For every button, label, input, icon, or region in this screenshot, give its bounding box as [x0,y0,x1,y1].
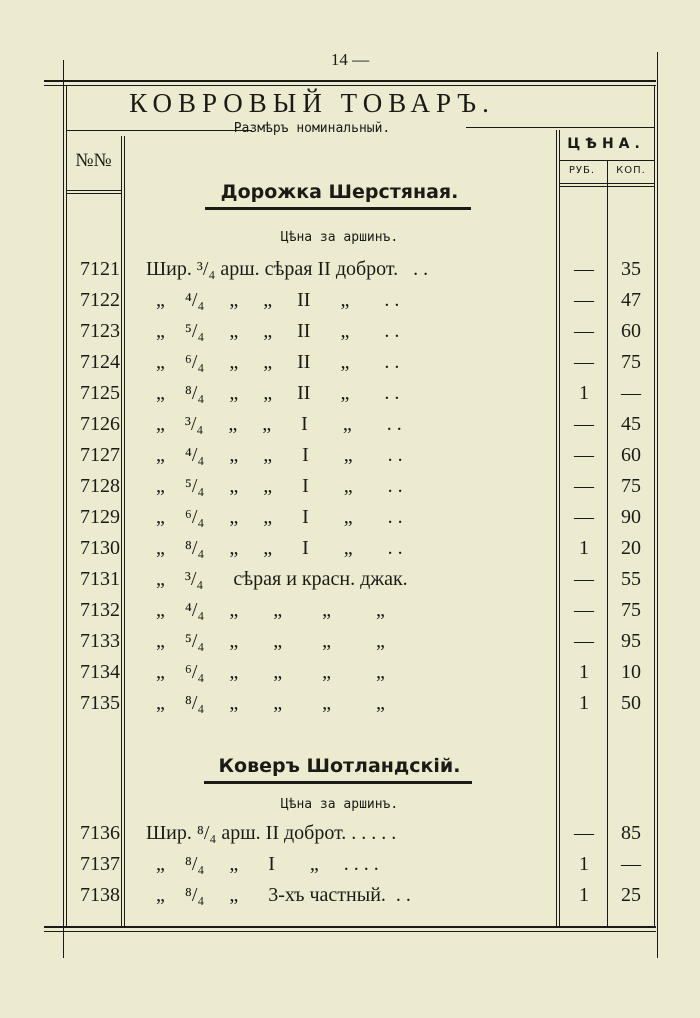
table-row [0,596,700,627]
number-header-rule-2 [67,193,121,194]
section-title: Дорожка Шерстяная. [220,181,459,203]
table-row [0,379,700,410]
price-kop: — [621,853,641,875]
item-number: 7137 [80,853,120,875]
price-rub: — [574,320,594,342]
price-rub: — [574,258,594,280]
item-description: „ ⁸/₄ „ „ I „ . . [146,537,403,559]
price-rub: — [574,444,594,466]
rub-column-header: РУБ. [568,165,596,176]
price-kop: 60 [621,444,641,466]
item-description: „ ⁵/₄ „ „ I „ . . [146,475,403,497]
page-number: 14 — [330,50,370,69]
top-rule [44,80,656,82]
item-number: 7123 [80,320,120,342]
item-number: 7130 [80,537,120,559]
item-description: „ ⁸/₄ „ 3-хъ частный. . . [146,884,411,906]
table-row [0,255,700,286]
table-row [0,689,700,720]
price-kop: 75 [621,599,641,621]
price-kop: 90 [621,506,641,528]
item-description: „ ⁸/₄ „ I „ . . . . [146,853,379,875]
item-number: 7129 [80,506,120,528]
item-number: 7131 [80,568,120,590]
item-number: 7121 [80,258,120,280]
section-title: Коверъ Шотландскій. [218,755,461,777]
item-number: 7134 [80,661,120,683]
table-row [0,317,700,348]
price-rub: — [574,568,594,590]
item-description: „ ⁸/₄ „ „ „ „ [146,692,385,714]
section-subtitle: Цѣна за аршинъ. [280,797,399,812]
price-kop: 75 [621,351,641,373]
price-rub: — [574,506,594,528]
price-subheader-rule [559,183,654,184]
table-row [0,503,700,534]
price-rub: — [574,822,594,844]
number-column-header: №№ [75,150,112,171]
price-kop: 50 [621,692,641,714]
item-number: 7128 [80,475,120,497]
price-kop: 85 [621,822,641,844]
price-rub: 1 [579,853,589,875]
price-rub: — [574,475,594,497]
item-number: 7127 [80,444,120,466]
item-description: „ ⁶/₄ „ „ I „ . . [146,506,403,528]
price-rub: — [574,351,594,373]
item-description: „ ⁵/₄ „ „ II „ . . [146,320,400,342]
table-row [0,410,700,441]
number-header-rule [67,190,121,191]
page-subtitle: Размѣръ номинальный. [233,121,391,136]
item-description: „ ⁸/₄ „ „ II „ . . [146,382,400,404]
price-column-header: ЦѢНА. [567,136,645,152]
item-description: „ ³/₄ сѣрая и красн. джак. [146,568,408,590]
price-rub: 1 [579,884,589,906]
price-kop: 35 [621,258,641,280]
price-kop: 10 [621,661,641,683]
table-row [0,565,700,596]
item-number: 7125 [80,382,120,404]
price-rub: 1 [579,382,589,404]
item-number: 7135 [80,692,120,714]
price-rub: 1 [579,692,589,714]
page-title: КОВРОВЫЙ ТОВАРЪ. [129,88,495,118]
price-kop: 47 [621,289,641,311]
price-kop: 45 [621,413,641,435]
item-number: 7122 [80,289,120,311]
price-kop: 95 [621,630,641,652]
section-title-underline [204,781,472,784]
item-description: „ ³/₄ „ „ I „ . . [146,413,402,435]
item-description: „ ⁴/₄ „ „ „ „ [146,599,385,621]
price-kop: 60 [621,320,641,342]
section-title-underline [205,207,471,210]
table-row [0,819,700,850]
price-rub: 1 [579,537,589,559]
table-row [0,348,700,379]
bottom-rule-inner [44,931,656,932]
price-subheader-rule-2 [559,186,654,187]
price-kop: 55 [621,568,641,590]
table-row [0,850,700,881]
price-rub: — [574,599,594,621]
item-description: „ ⁴/₄ „ „ II „ . . [146,289,400,311]
item-description: „ ⁵/₄ „ „ „ „ [146,630,385,652]
item-description: „ ⁶/₄ „ „ „ „ [146,661,385,683]
item-number: 7133 [80,630,120,652]
table-row [0,286,700,317]
table-row [0,441,700,472]
item-number: 7124 [80,351,120,373]
price-rub: — [574,630,594,652]
section-subtitle: Цѣна за аршинъ. [280,230,399,245]
price-kop: 25 [621,884,641,906]
bottom-rule [44,926,656,928]
price-rub: — [574,413,594,435]
price-kop: 20 [621,537,641,559]
table-row [0,627,700,658]
item-description: Шир. ⁸/₄ арш. II доброт. . . . . . [146,822,397,844]
table-row [0,658,700,689]
item-description: Шир. ³/₄ арш. сѣрая II доброт. . . [146,258,429,280]
item-number: 7132 [80,599,120,621]
price-rub: 1 [579,661,589,683]
top-rule-inner [44,85,656,86]
item-description: „ ⁴/₄ „ „ I „ . . [146,444,403,466]
item-number: 7136 [80,822,120,844]
kop-column-header: КОП. [616,165,646,176]
table-row [0,472,700,503]
item-number: 7138 [80,884,120,906]
item-number: 7126 [80,413,120,435]
price-header-rule [559,160,654,161]
item-description: „ ⁶/₄ „ „ II „ . . [146,351,400,373]
table-row [0,881,700,912]
price-kop: 75 [621,475,641,497]
table-row [0,534,700,565]
price-rub: — [574,289,594,311]
price-kop: — [621,382,641,404]
